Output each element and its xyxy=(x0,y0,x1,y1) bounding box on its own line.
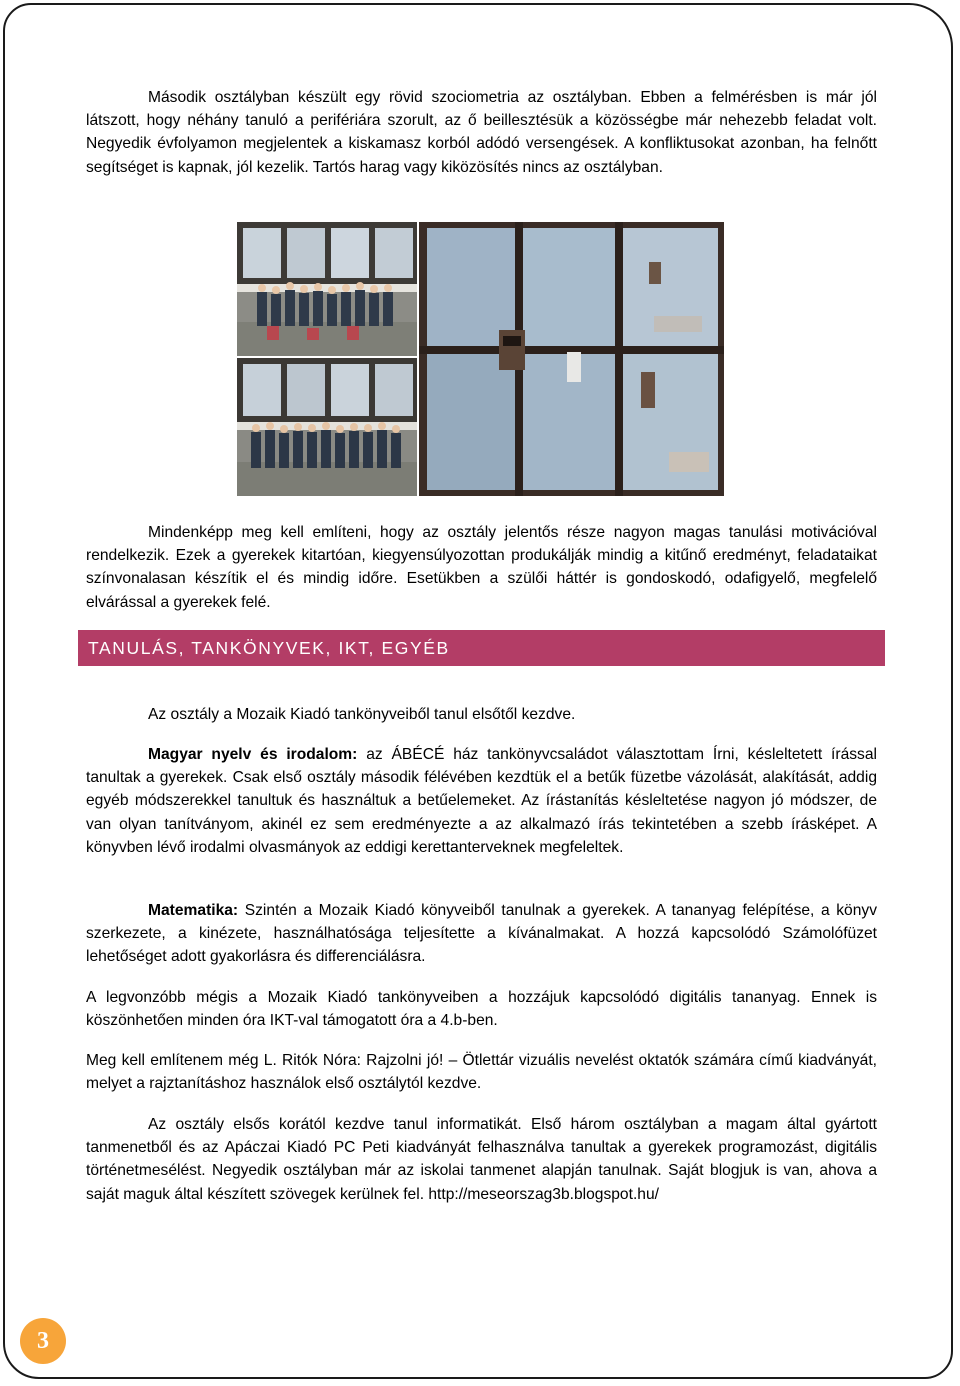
paragraph-mozaik-intro: Az osztály a Mozaik Kiadó tankönyveiből tanul elsőtől kezdve. xyxy=(148,706,576,723)
paragraph-hungarian: Magyar nyelv és irodalom: az ÁBÉCÉ ház tankönyvcsaládot választottam Írni, késleltetett írással tanultak a gyerekek. Csak első osztály második félévében kezdtük el a betűk füzetbe vázolását, alakítását, addig egyéb módszerekkel tanultuk és használtuk a betűelemeket. Az írástanítás késleltetése nagyon jó módszer, de van olyan tanítványom, akinél ez sem eredményezte a az alkalmazó írás tekintetében a szebb írásképet. A könyvben lévő irodalmi olvasmányok az eddigi kerettanterveknek megfeleltek. xyxy=(86,746,877,856)
paragraph-motivation: Mindenképp meg kell említeni, hogy az osztály jelentős része nagyon magas tanulási motivációval rendelkezik. Ezek a gyerekek kitartóan, kiegyensúlyozottan produkálják mindig a kitűnő eredményt, feladataikat színvonalasan készítik el és mindig időre. Esetükben a szülői háttér is gondoskodó, odafigyelő, megfelelő elvárással a gyerekek felé. xyxy=(86,524,877,611)
class-photo-bottom-left xyxy=(237,358,417,496)
section-heading-bar xyxy=(78,630,885,666)
paragraph-digital: A legvonzóbb mégis a Mozaik Kiadó tankönyveiben a hozzájuk kapcsolódó digitális tananyag. Ennek is köszönhetően minden óra IKT-val támogatott óra a 4.b-ben. xyxy=(86,989,877,1030)
section-heading: TANULÁS, TANKÖNYVEK, IKT, EGYÉB xyxy=(88,638,450,658)
class-photo-top-left xyxy=(237,222,417,356)
window-photo-right xyxy=(419,222,724,496)
paragraph-sociometry: Második osztályban készült egy rövid szociometria az osztályban. Ebben a felmérésben is már jól látszott, hogy néhány tanuló a perifériára szorult, az ő beillesztésük a közösségbe már nehezebb feladat volt. Negyedik évfolyamon megjelentek a kiskamasz korból adódó versengések. A konfliktusokat azonban, ha felnőtt segítséget is kapnak, jól kezelik. Tartós harag vagy kiközösítés nincs az osztályban. xyxy=(86,89,877,176)
page-number: 3 xyxy=(37,1328,49,1354)
paragraph-math: Matematika: Szintén a Mozaik Kiadó könyveiből tanulnak a gyerekek. A tananyag felépítése, a könyv szerkezete, a kinézete, használhatósága teljesítette a kívánalmakat. A hozzá kapcsolódó Számolófüzet lehetőséget adott gyakorlásra és differenciálásra. xyxy=(86,902,877,966)
paragraph-drawing: Meg kell említenem még L. Ritók Nóra: Rajzolni jó! – Ötlettár vizuális nevelést oktatók számára című kiadványát, melyet a rajztanításhoz használok első osztálytól kezdve. xyxy=(86,1052,877,1093)
hungarian-lead: Magyar nyelv és irodalom: xyxy=(148,746,358,763)
math-lead: Matematika: xyxy=(148,902,239,919)
page-number-badge xyxy=(20,1318,66,1364)
paragraph-informatics: Az osztály elsős korától kezdve tanul informatikát. Első három osztályban a magam által gyártott tanmenetből és az Apáczai Kiadó PC Peti kiadványát felhasználva tanultak a gyerekek programozást, digitális történetmesélést. Negyedik osztályban már az iskolai tanmenet alapján tanulnak. Saját blogjuk is van, ahova a saját maguk által készített szövegek kerülnek fel. http://meseorszag3b.blogspot.hu/ xyxy=(86,1116,877,1203)
